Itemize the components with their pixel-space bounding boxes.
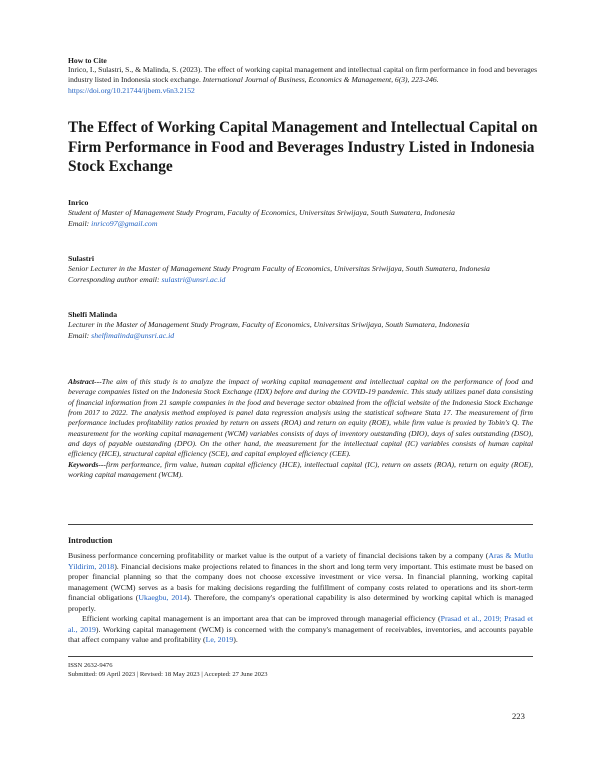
email-label: Corresponding author email:: [68, 274, 162, 284]
email-link[interactable]: inrico97@gmail.com: [91, 218, 158, 228]
abstract-text: The aim of this study is to analyze the impact of working capital management and intellectual capital on the performance of food and beverage companies listed on the Indonesia Stock Exchange (IDX) before and during the COVID-19 pandemic. This study utilizes panel data consisting of financial information from 21 sample companies in the food and beverage sector obtained from the official website of the Indonesia Stock Exchange from 2017 to 2022. The analysis method employed is panel data regression analysis using the statistical software Stata 17. The measurement of firm performance includes profitability ratios proxied by return on assets (ROA) and return on equity (ROE), while firm value is proxied by Tobin's Q. The measurement for the working capital management (WCM) variables consists of days of inventory outstanding (DIO), days of sales outstanding (DSO), and days of payable outstanding (DPO). On the other hand, the measurement for the intellectual capital (IC) variables consists of human capital efficiency (HCE), structural capital efficiency (SCE), and capital employed efficiency (CEE).: [68, 377, 533, 459]
author-name: Sulastri: [68, 254, 94, 263]
paragraph-text: Business performance concerning profitability or market value is the output of a variety of financial decisions taken by a company (: [68, 551, 489, 560]
author-block: [68, 198, 538, 229]
page-number: 223: [512, 711, 525, 721]
author-block: [68, 310, 538, 341]
author-affiliation: Lecturer in the Master of Management Study Program, Faculty of Economics, Universitas Sriwijaya, South Sumatera, Indonesia: [68, 320, 470, 330]
author-affiliation: Senior Lecturer in the Master of Management Study Program Faculty of Economics, Universitas Sriwijaya, South Sumatera, Indonesia: [68, 264, 490, 274]
email-label: Email:: [68, 218, 92, 228]
email-link[interactable]: shelfimalinda@unsri.ac.id: [91, 330, 175, 340]
author-affiliation: Student of Master of Management Study Program, Faculty of Economics, Universitas Sriwijaya, South Sumatera, Indonesia: [68, 208, 455, 218]
paragraph-text: ). Financial decisions make projections related to finances in the short and long term very important. This estimate must be based on proper financial planning so that the company does not choose excessive investment or vice versa. In financial planning, working capital management (WCM) serves as a basis for making decisions regarding the fulfillment of company costs related to operations and its short-term financial obligations (: [68, 561, 533, 602]
paragraph: [68, 614, 533, 646]
citation-link[interactable]: Prasad et al., 2019; Prasad et al., 2019: [68, 614, 533, 634]
submission-dates: Submitted: 09 April 2023 | Revised: 18 May 2023 | Accepted: 27 June 2023: [68, 671, 268, 678]
paper-title: The Effect of Working Capital Management and Intellectual Capital on Firm Performance in Food and Beverages Industry Listed in Indonesia Stock Exchange: [68, 119, 538, 175]
citation-journal: International Journal of Business, Economics & Management: [202, 75, 392, 85]
author-block: [68, 254, 538, 285]
citation-link[interactable]: Aras & Mutlu Yildirim, 2018: [68, 551, 534, 571]
email-label: Email:: [68, 330, 92, 340]
citation-text: [68, 65, 538, 96]
author-email: [68, 219, 538, 229]
abstract-label: Abstract---: [68, 377, 102, 386]
keywords-label: Keywords---: [68, 459, 106, 469]
email-link[interactable]: sulastri@unsri.ac.id: [161, 274, 226, 284]
keywords-text: firm performance, firm value, human capital efficiency (HCE), intellectual capital (IC), return on assets (ROA), return on equity (ROE), working capital management (WCM).: [68, 459, 533, 480]
paragraph: [68, 551, 533, 614]
paragraph-text: ). Working capital management (WCM) is concerned with the company's management of receivables, inventories, and accounts payable that affect company value and profitability (: [68, 624, 533, 644]
doi-link[interactable]: https://doi.org/10.21744/ijbem.v6n3.2152: [68, 85, 195, 95]
introduction-heading: Introduction: [68, 536, 113, 545]
section-divider: [68, 524, 533, 525]
paragraph-text: ).: [233, 635, 238, 644]
citation-link[interactable]: Ukaegbu, 2014: [138, 593, 187, 602]
paragraph-text: ). Therefore, the company's operational capability is also determined by working capital which is managed properly.: [68, 593, 534, 613]
author-name: Shelfi Malinda: [68, 310, 118, 319]
author-email: [68, 331, 538, 341]
issn: ISSN 2632-9476: [68, 662, 113, 669]
citation-authors-title: Inrico, I., Sulastri, S., & Malinda, S. (2023). The effect of working capital management and intellectual capital on firm performance in food and beverages industry listed in Indonesia stock exchange.: [68, 65, 538, 85]
paragraph-text: Efficient working capital management is an important area that can be improved through managerial efficiency (: [82, 614, 441, 623]
footer-divider: [68, 656, 533, 657]
author-email: [68, 275, 538, 285]
how-to-cite-heading: How to Cite: [68, 56, 107, 65]
citation-link[interactable]: Le, 2019: [205, 635, 234, 644]
abstract: [68, 377, 533, 480]
author-name: Inrico: [68, 198, 89, 207]
citation-volume: , 6(3), 223-246.: [391, 75, 439, 85]
introduction-body: [68, 551, 533, 646]
